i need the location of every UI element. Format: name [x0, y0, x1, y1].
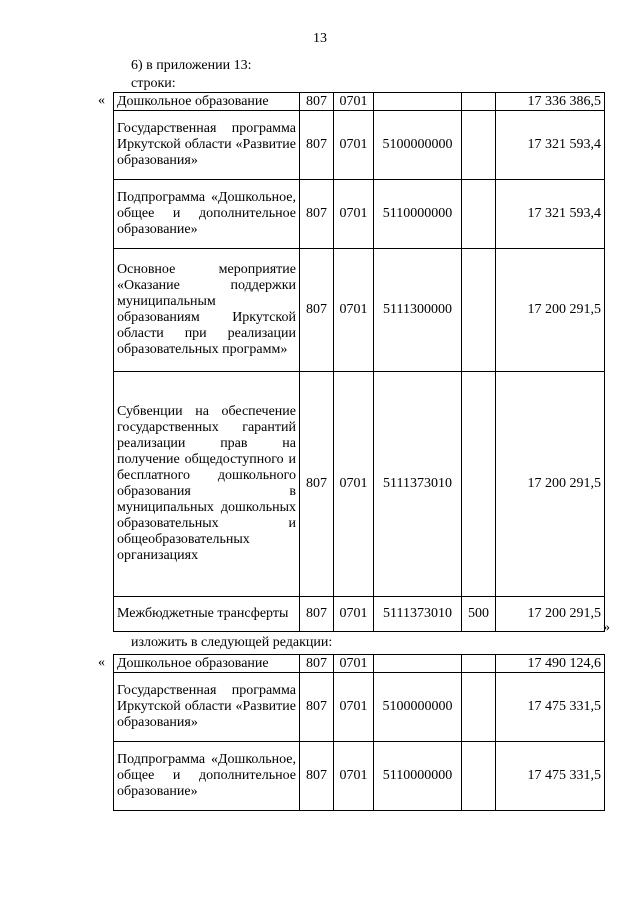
table-row [114, 111, 605, 180]
row-csr [374, 655, 462, 673]
row-name: Субвенции на обеспечение государственных гарантий реализации прав на получение общедоступного и бесплатного дошкольного образования в муниципальных дошкольных образовательных и общеобразовательных организациях [114, 372, 300, 597]
row-razdel: 0701 [334, 249, 374, 372]
row-csr [374, 93, 462, 111]
row-name: Основное мероприятие «Оказание поддержки муниципальным образованиям Иркутской области при реализации образовательных программ» [114, 249, 300, 372]
row-ved: 807 [300, 597, 334, 632]
row-name: Дошкольное образование [114, 655, 300, 673]
table-row [114, 249, 605, 372]
row-razdel: 0701 [334, 111, 374, 180]
page-number: 13 [313, 31, 327, 46]
row-sum: 17 475 331,5 [496, 673, 605, 742]
table-row [114, 597, 605, 632]
row-ved: 807 [300, 180, 334, 249]
row-sum: 17 475 331,5 [496, 742, 605, 811]
row-name: Подпрограмма «Дошкольное, общее и дополнительное образование» [114, 180, 300, 249]
row-vr [462, 180, 496, 249]
row-ved: 807 [300, 249, 334, 372]
row-sum: 17 321 593,4 [496, 180, 605, 249]
row-razdel: 0701 [334, 742, 374, 811]
row-razdel: 0701 [334, 597, 374, 632]
row-csr: 5110000000 [374, 742, 462, 811]
row-name: Государственная программа Иркутской области «Развитие образования» [114, 111, 300, 180]
row-sum: 17 200 291,5 [496, 372, 605, 597]
row-sum: 17 200 291,5 [496, 597, 605, 632]
row-name: Дошкольное образование [114, 93, 300, 111]
row-csr: 5111300000 [374, 249, 462, 372]
open-quote-old: « [98, 93, 105, 108]
table-row [114, 93, 605, 111]
row-ved: 807 [300, 673, 334, 742]
new-rows-table [113, 654, 605, 811]
row-name: Государственная программа Иркутской области «Развитие образования» [114, 673, 300, 742]
old-rows-table [113, 92, 605, 632]
row-vr [462, 742, 496, 811]
row-ved: 807 [300, 93, 334, 111]
row-razdel: 0701 [334, 93, 374, 111]
row-csr: 5111373010 [374, 372, 462, 597]
row-vr: 500 [462, 597, 496, 632]
row-vr [462, 93, 496, 111]
row-name: Подпрограмма «Дошкольное, общее и дополнительное образование» [114, 742, 300, 811]
table-row [114, 655, 605, 673]
row-razdel: 0701 [334, 655, 374, 673]
row-csr: 5110000000 [374, 180, 462, 249]
row-ved: 807 [300, 655, 334, 673]
open-quote-new: « [98, 655, 105, 670]
row-sum: 17 490 124,6 [496, 655, 605, 673]
rows-label: строки: [131, 76, 176, 91]
amendment-item: 6) в приложении 13: [131, 58, 252, 73]
row-vr [462, 655, 496, 673]
row-ved: 807 [300, 111, 334, 180]
row-ved: 807 [300, 742, 334, 811]
row-csr: 5100000000 [374, 673, 462, 742]
table-row [114, 742, 605, 811]
table-row [114, 673, 605, 742]
row-csr: 5100000000 [374, 111, 462, 180]
close-quote-old: » [603, 620, 610, 635]
row-razdel: 0701 [334, 180, 374, 249]
row-vr [462, 673, 496, 742]
row-sum: 17 200 291,5 [496, 249, 605, 372]
row-ved: 807 [300, 372, 334, 597]
row-name: Межбюджетные трансферты [114, 597, 300, 632]
table-row [114, 372, 605, 597]
row-razdel: 0701 [334, 673, 374, 742]
transition-text: изложить в следующей редакции: [131, 635, 333, 650]
row-razdel: 0701 [334, 372, 374, 597]
row-sum: 17 321 593,4 [496, 111, 605, 180]
row-vr [462, 372, 496, 597]
row-vr [462, 111, 496, 180]
row-vr [462, 249, 496, 372]
table-row [114, 180, 605, 249]
row-csr: 5111373010 [374, 597, 462, 632]
row-sum: 17 336 386,5 [496, 93, 605, 111]
